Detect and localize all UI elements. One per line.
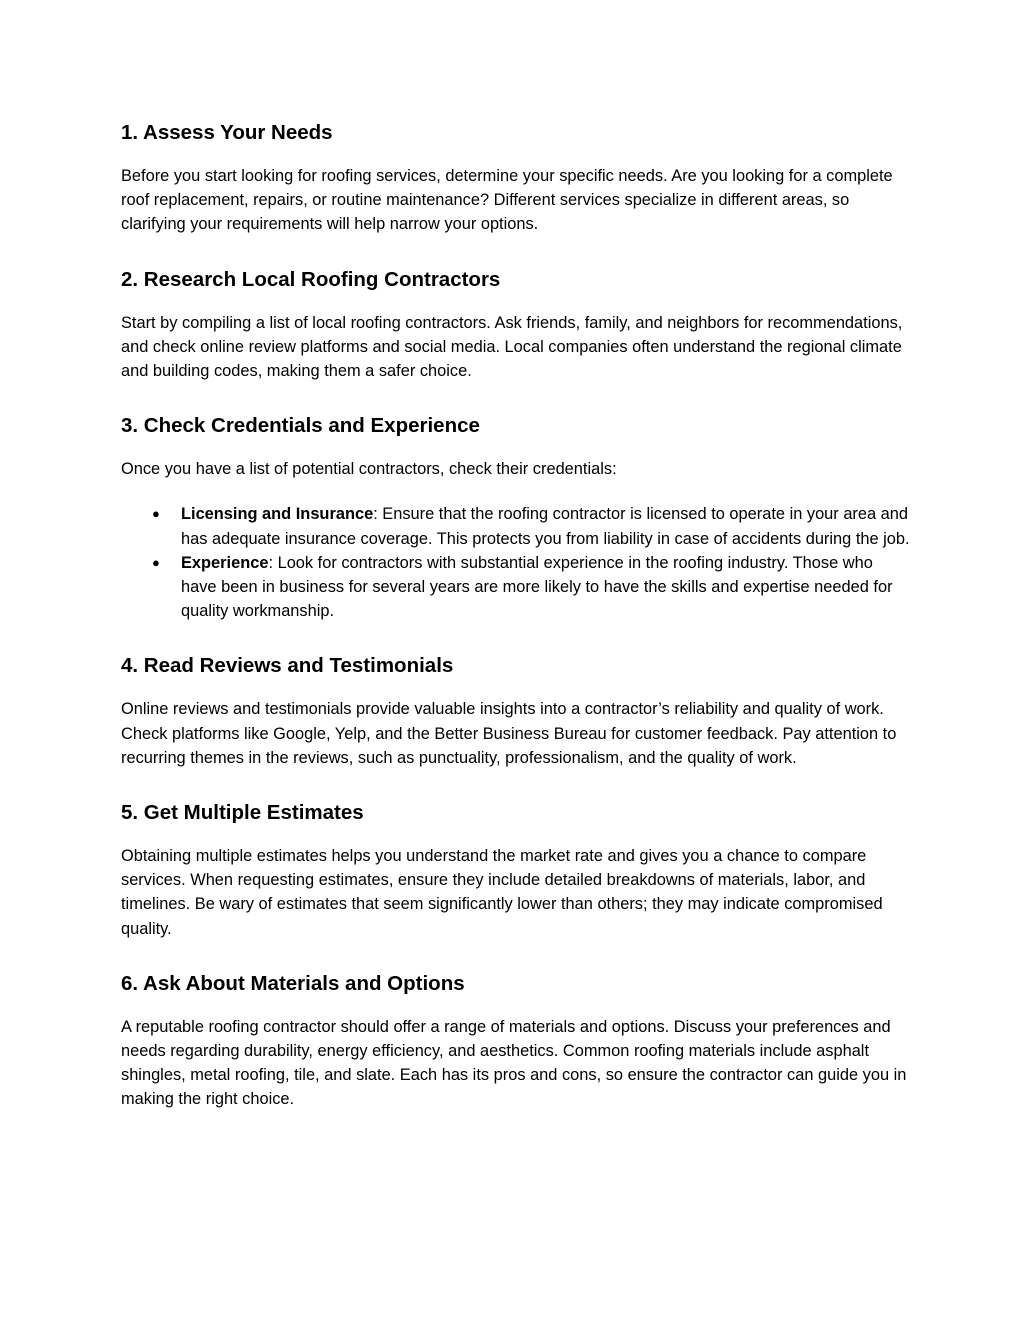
section-heading-materials-options: 6. Ask About Materials and Options (121, 971, 465, 995)
list-item (121, 551, 911, 624)
section-heading-read-reviews: 4. Read Reviews and Testimonials (121, 654, 454, 678)
list-item (121, 502, 911, 550)
list-item-term: Licensing and Insurance (181, 505, 374, 524)
list-item-term: Experience (181, 553, 269, 572)
credentials-list (121, 502, 911, 623)
document-page (121, 117, 911, 1139)
list-item-text: : Ensure that the roofing contractor is licensed to operate in your area and has adequate insurance coverage. This protects you from liability in case of accidents during the job. (181, 505, 910, 548)
bullet-icon: ● (152, 506, 160, 522)
section-paragraph-get-estimates: Obtaining multiple estimates helps you understand the market rate and gives you a chance to compare services. When requesting estimates, ensure they include detailed breakdowns of materials, labor, and timelines. Be wary of estimates that seem significantly lower than others; they may indicate compromised quality. (121, 847, 883, 938)
list-item-text: : Look for contractors with substantial experience in the roofing industry. Those who have been in business for several years are more likely to have the skills and expertise needed for quality workmanship. (181, 553, 893, 621)
section-paragraph-materials-options: A reputable roofing contractor should offer a range of materials and options. Discuss your preferences and needs regarding durability, energy efficiency, and aesthetics. Common roofing materials include asphalt shingles, metal roofing, tile, and slate. Each has its pros and cons, so ensure the contractor can guide you in making the right choice. (121, 1017, 907, 1109)
section-paragraph-check-credentials: Once you have a list of potential contractors, check their credentials: (121, 460, 617, 479)
section-paragraph-read-reviews: Online reviews and testimonials provide valuable insights into a contractor’s reliability and quality of work. Check platforms like Google, Yelp, and the Better Business Bureau for customer feedback. Pay attention to recurring themes in the reviews, such as punctuality, professionalism, and the quality of work. (121, 700, 897, 767)
section-heading-check-credentials: 3. Check Credentials and Experience (121, 414, 480, 438)
section-paragraph-assess-needs: Before you start looking for roofing services, determine your specific needs. Are you looking for a complete roof replacement, repairs, or routine maintenance? Different services specialize in different areas, so clarifying your requirements will help narrow your options. (121, 167, 893, 234)
section-heading-get-estimates: 5. Get Multiple Estimates (121, 801, 364, 825)
bullet-icon: ● (152, 554, 160, 570)
section-heading-assess-needs: 1. Assess Your Needs (121, 121, 333, 144)
section-heading-research-contractors: 2. Research Local Roofing Contractors (121, 267, 501, 291)
section-paragraph-research-contractors: Start by compiling a list of local roofing contractors. Ask friends, family, and neighbors for recommendations, and check online review platforms and social media. Local companies often understand the regional climate and building codes, making them a safer choice. (121, 313, 903, 381)
